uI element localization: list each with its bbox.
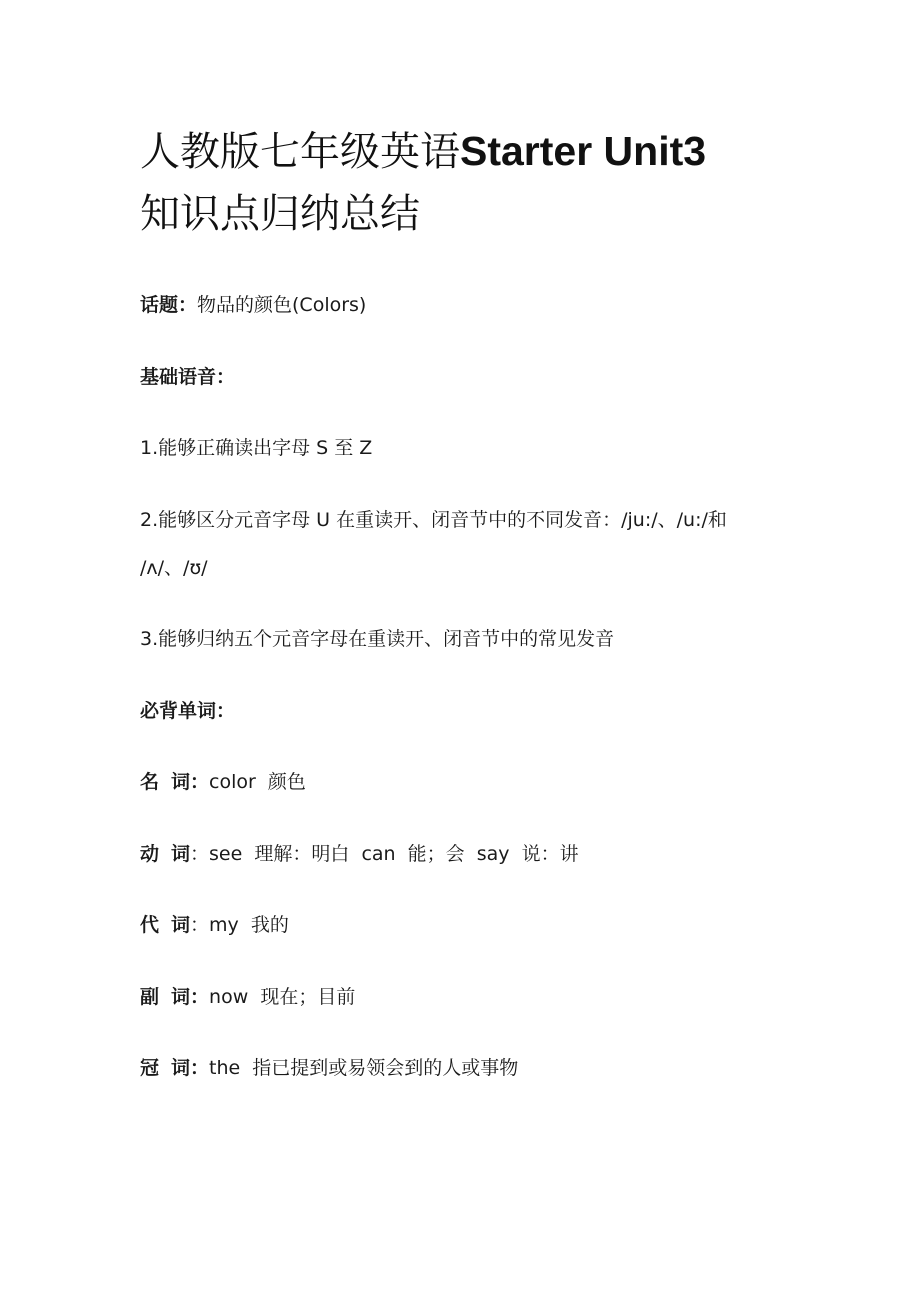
vocab-label-char-a: 名 bbox=[140, 771, 160, 793]
vocab-value: ：see 理解：明白 can 能；会 say 说：讲 bbox=[190, 843, 579, 865]
phonics-item-2-continued: /ʌ/、/ʊ/ bbox=[140, 557, 208, 579]
title-line1-english: Starter Unit3 bbox=[460, 128, 707, 174]
phonics-heading: 基础语音： bbox=[140, 366, 236, 388]
phonics-item-1: 1.能够正确读出字母 S 至 Z bbox=[140, 437, 373, 459]
phonics-item-3: 3.能够归纳五个元音字母在重读开、闭音节中的常见发音 bbox=[140, 628, 615, 650]
title-line2: 知识点归纳总结 bbox=[140, 191, 420, 237]
topic-line bbox=[140, 290, 366, 320]
document-title bbox=[140, 120, 840, 245]
vocab-label-char-b: 词 bbox=[171, 843, 191, 865]
vocab-value: color 颜色 bbox=[209, 771, 306, 793]
topic-value: 物品的颜色(Colors) bbox=[197, 294, 367, 316]
topic-label: 话题： bbox=[140, 294, 198, 316]
vocab-label-char-b: 词： bbox=[171, 1057, 210, 1079]
title-line1-chinese: 人教版七年级英语 bbox=[140, 129, 460, 175]
vocab-row-adverb bbox=[140, 982, 355, 1012]
vocab-value: the 指已提到或易领会到的人或事物 bbox=[209, 1057, 519, 1079]
vocab-heading: 必背单词： bbox=[140, 700, 236, 722]
phonics-item-2: 2.能够区分元音字母 U 在重读开、闭音节中的不同发音：/ju:/、/u:/和 bbox=[140, 509, 727, 531]
vocab-label-char-b: 词： bbox=[171, 771, 210, 793]
vocab-label-char-a: 副 bbox=[140, 986, 160, 1008]
vocab-label-char-b: 词 bbox=[171, 914, 191, 936]
vocab-value: now 现在；目前 bbox=[209, 986, 356, 1008]
vocab-row-verb bbox=[140, 839, 579, 869]
vocab-row-pronoun bbox=[140, 910, 289, 940]
vocab-value: ：my 我的 bbox=[190, 914, 289, 936]
vocab-label-char-a: 动 bbox=[140, 843, 160, 865]
vocab-row-article bbox=[140, 1053, 518, 1083]
vocab-row-noun bbox=[140, 767, 306, 797]
vocab-label-char-a: 代 bbox=[140, 914, 160, 936]
vocab-label-char-b: 词： bbox=[171, 986, 210, 1008]
vocab-label-char-a: 冠 bbox=[140, 1057, 160, 1079]
